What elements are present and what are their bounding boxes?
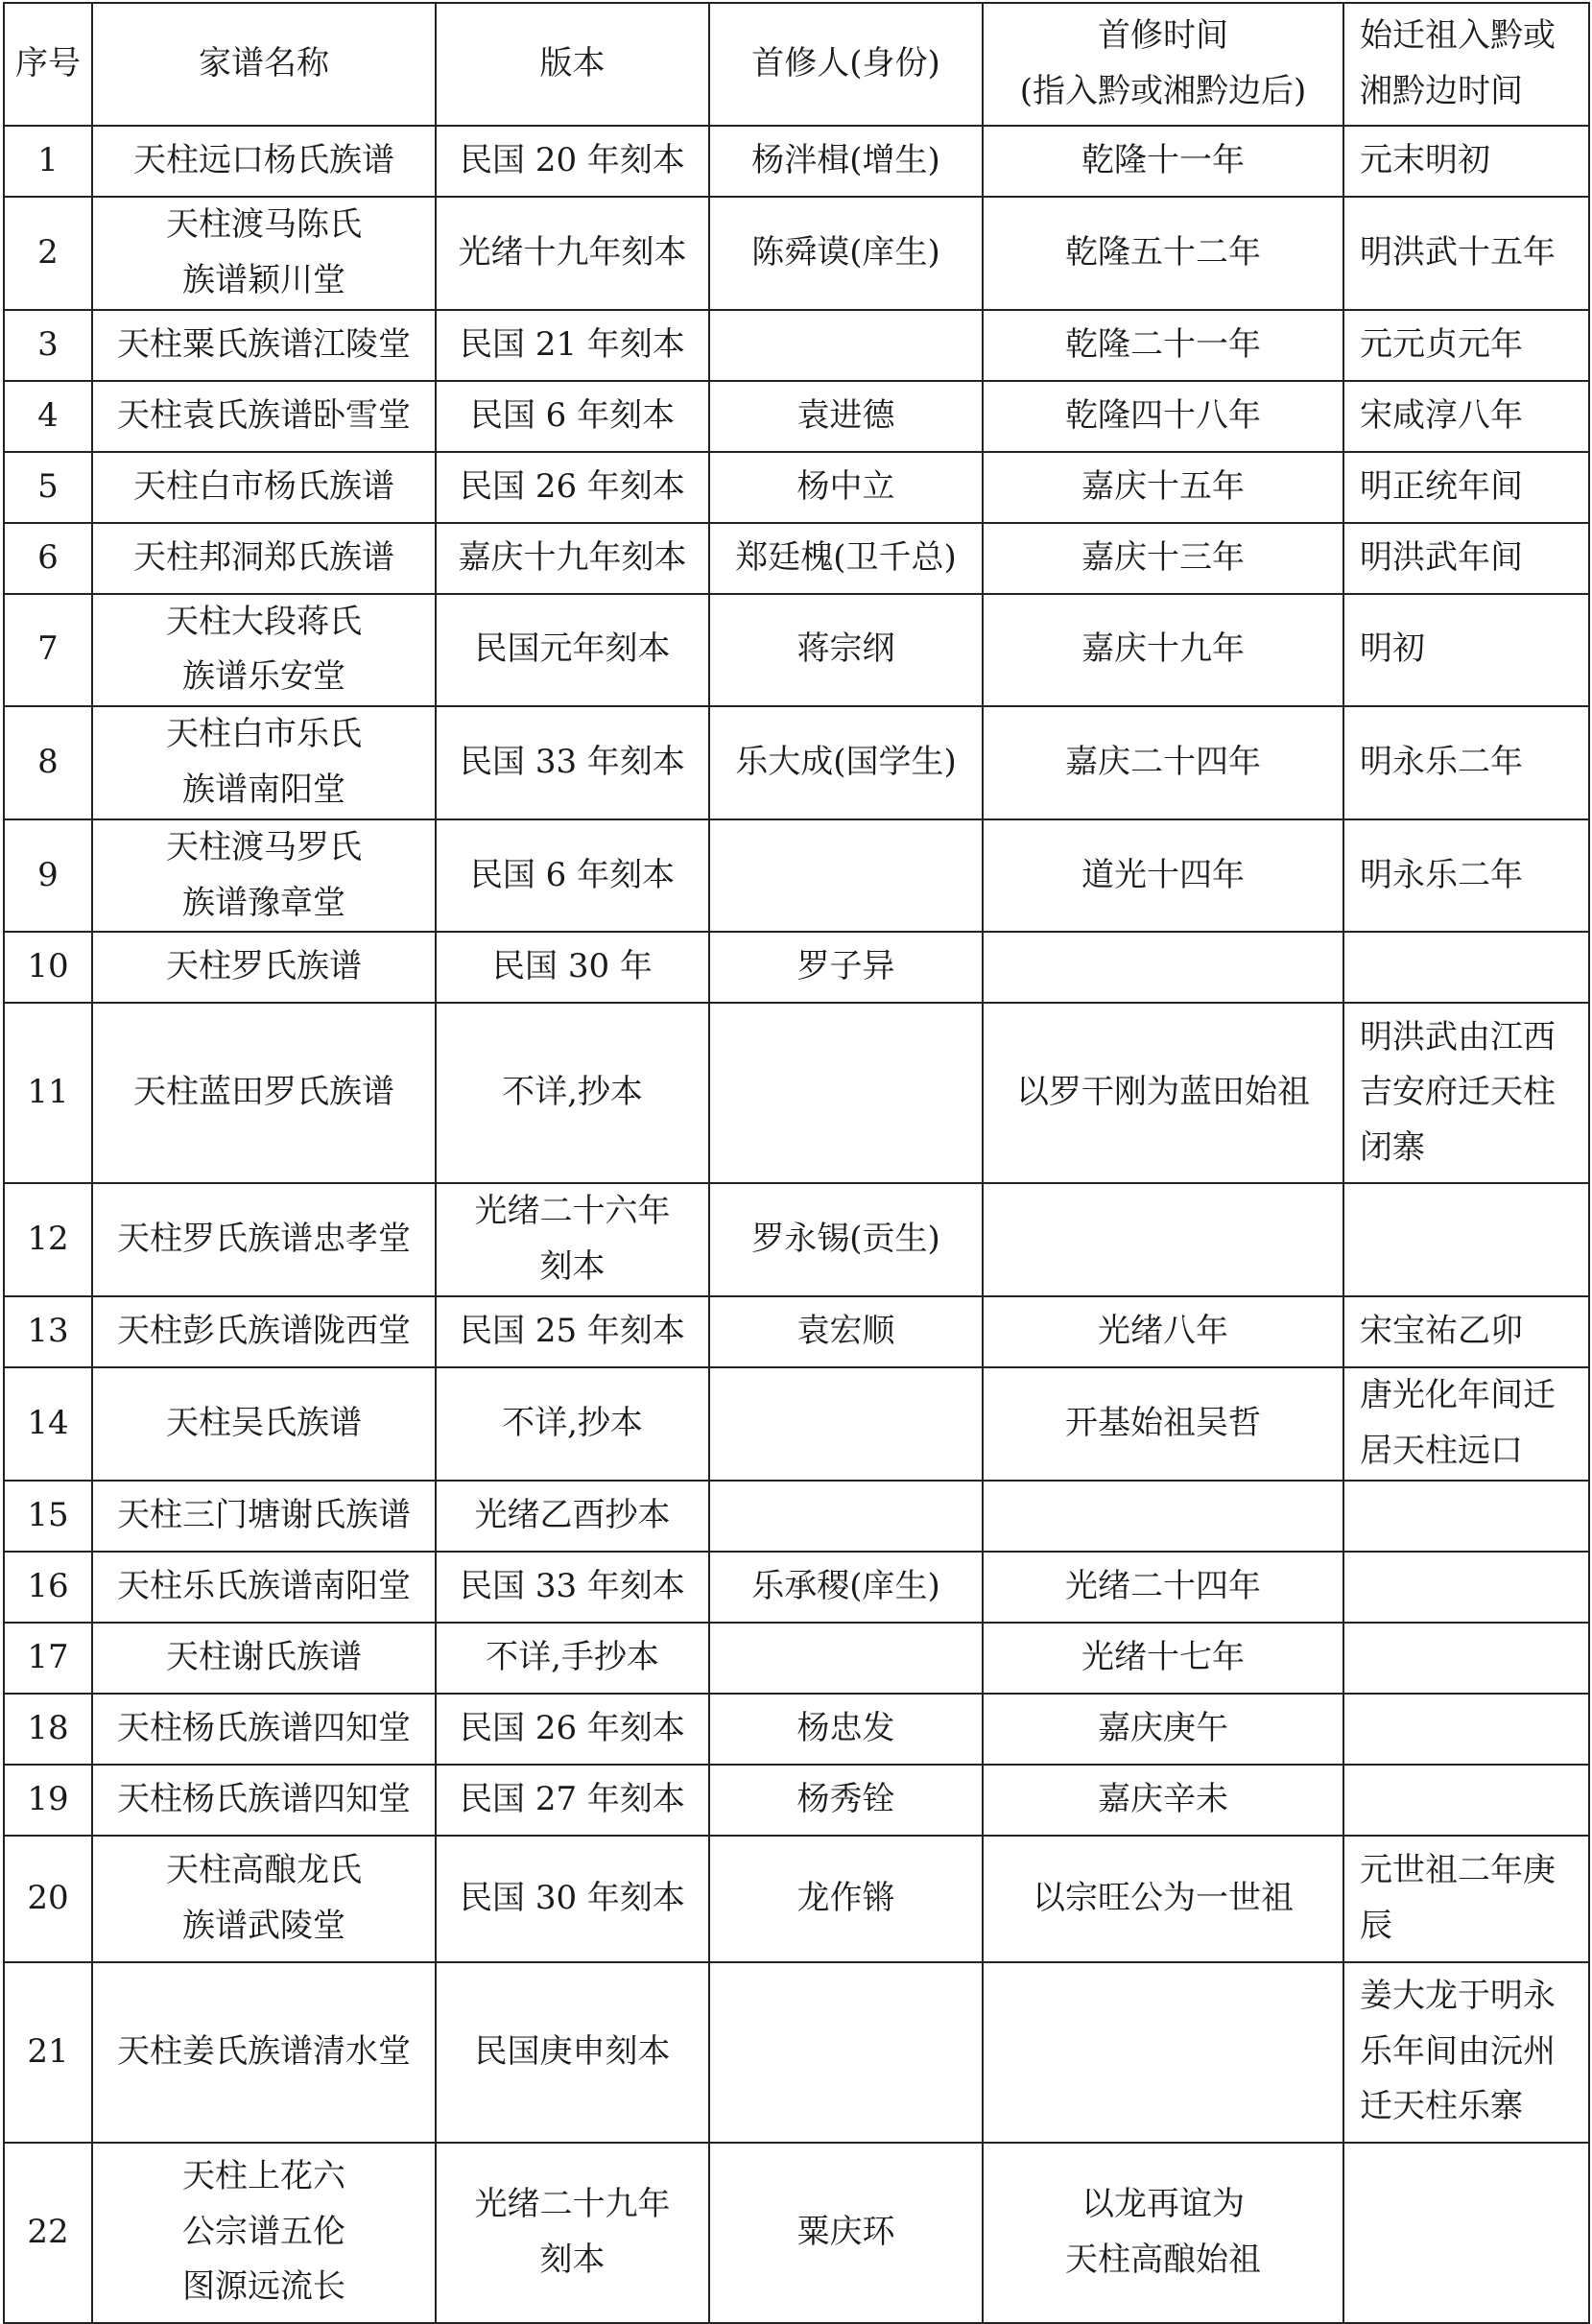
cell-no: 22 bbox=[4, 2143, 92, 2323]
cell-first-revision: 道光十四年 bbox=[983, 819, 1343, 933]
cell-ancestor-arrival bbox=[1343, 1552, 1589, 1623]
cell-ancestor-arrival bbox=[1343, 1694, 1589, 1765]
table-row bbox=[4, 1623, 1589, 1694]
cell-no: 17 bbox=[4, 1623, 92, 1694]
cell-no: 11 bbox=[4, 1003, 92, 1183]
cell-compiler: 陈舜谟(庠生) bbox=[709, 197, 983, 310]
cell-compiler: 龙作锵 bbox=[709, 1836, 983, 1962]
header-name: 家谱名称 bbox=[92, 3, 436, 126]
cell-compiler bbox=[709, 1962, 983, 2143]
header-compiler: 首修人(身份) bbox=[709, 3, 983, 126]
cell-name: 天柱彭氏族谱陇西堂 bbox=[92, 1296, 436, 1367]
cell-no: 10 bbox=[4, 932, 92, 1003]
cell-edition: 光绪十九年刻本 bbox=[436, 197, 709, 310]
cell-ancestor-arrival bbox=[1343, 1183, 1589, 1296]
cell-compiler bbox=[709, 1481, 983, 1552]
cell-edition: 民国庚申刻本 bbox=[436, 1962, 709, 2143]
cell-ancestor-arrival: 元末明初 bbox=[1343, 126, 1589, 197]
table-row bbox=[4, 2143, 1589, 2323]
cell-first-revision: 以罗干刚为蓝田始祖 bbox=[983, 1003, 1343, 1183]
cell-first-revision bbox=[983, 1481, 1343, 1552]
cell-no: 4 bbox=[4, 381, 92, 452]
cell-first-revision: 开基始祖吴哲 bbox=[983, 1367, 1343, 1481]
cell-no: 13 bbox=[4, 1296, 92, 1367]
cell-ancestor-arrival: 宋咸淳八年 bbox=[1343, 381, 1589, 452]
cell-compiler bbox=[709, 310, 983, 381]
cell-no: 19 bbox=[4, 1765, 92, 1836]
cell-first-revision: 嘉庆二十四年 bbox=[983, 706, 1343, 819]
table-row bbox=[4, 310, 1589, 381]
cell-first-revision: 以宗旺公为一世祖 bbox=[983, 1836, 1343, 1962]
cell-no: 16 bbox=[4, 1552, 92, 1623]
table-row bbox=[4, 1962, 1589, 2143]
cell-compiler: 乐大成(国学生) bbox=[709, 706, 983, 819]
table-body bbox=[4, 126, 1589, 2323]
cell-first-revision: 嘉庆辛未 bbox=[983, 1765, 1343, 1836]
cell-ancestor-arrival bbox=[1343, 1623, 1589, 1694]
cell-edition: 民国 21 年刻本 bbox=[436, 310, 709, 381]
cell-no: 8 bbox=[4, 706, 92, 819]
cell-ancestor-arrival: 明初 bbox=[1343, 594, 1589, 707]
cell-first-revision: 以龙再谊为 天柱高酿始祖 bbox=[983, 2143, 1343, 2323]
cell-ancestor-arrival: 宋宝祐乙卯 bbox=[1343, 1296, 1589, 1367]
cell-name: 天柱罗氏族谱 bbox=[92, 932, 436, 1003]
cell-name: 天柱白市乐氏 族谱南阳堂 bbox=[92, 706, 436, 819]
cell-name: 天柱渡马陈氏 族谱颖川堂 bbox=[92, 197, 436, 310]
cell-name: 天柱吴氏族谱 bbox=[92, 1367, 436, 1481]
cell-edition: 民国 6 年刻本 bbox=[436, 819, 709, 933]
table-row bbox=[4, 1003, 1589, 1183]
cell-compiler: 杨秀铨 bbox=[709, 1765, 983, 1836]
header-ancestor-arrival: 始迁祖入黔或 湘黔边时间 bbox=[1343, 3, 1589, 126]
header-edition: 版本 bbox=[436, 3, 709, 126]
cell-ancestor-arrival: 明洪武十五年 bbox=[1343, 197, 1589, 310]
cell-name: 天柱渡马罗氏 族谱豫章堂 bbox=[92, 819, 436, 933]
cell-name: 天柱杨氏族谱四知堂 bbox=[92, 1765, 436, 1836]
cell-edition: 民国 25 年刻本 bbox=[436, 1296, 709, 1367]
cell-compiler: 罗永锡(贡生) bbox=[709, 1183, 983, 1296]
cell-name: 天柱谢氏族谱 bbox=[92, 1623, 436, 1694]
cell-first-revision: 嘉庆十九年 bbox=[983, 594, 1343, 707]
table-row bbox=[4, 523, 1589, 594]
cell-name: 天柱大段蒋氏 族谱乐安堂 bbox=[92, 594, 436, 707]
cell-edition: 民国元年刻本 bbox=[436, 594, 709, 707]
cell-edition: 不详,抄本 bbox=[436, 1003, 709, 1183]
cell-name: 天柱乐氏族谱南阳堂 bbox=[92, 1552, 436, 1623]
cell-no: 1 bbox=[4, 126, 92, 197]
cell-name: 天柱蓝田罗氏族谱 bbox=[92, 1003, 436, 1183]
cell-no: 21 bbox=[4, 1962, 92, 2143]
cell-first-revision: 乾隆十一年 bbox=[983, 126, 1343, 197]
cell-no: 12 bbox=[4, 1183, 92, 1296]
table-row bbox=[4, 932, 1589, 1003]
table-row bbox=[4, 1183, 1589, 1296]
cell-first-revision: 乾隆二十一年 bbox=[983, 310, 1343, 381]
cell-name: 天柱邦洞郑氏族谱 bbox=[92, 523, 436, 594]
header-row bbox=[4, 3, 1589, 126]
cell-name: 天柱白市杨氏族谱 bbox=[92, 452, 436, 523]
cell-first-revision: 乾隆四十八年 bbox=[983, 381, 1343, 452]
cell-ancestor-arrival: 明永乐二年 bbox=[1343, 819, 1589, 933]
table-row bbox=[4, 1836, 1589, 1962]
cell-edition: 民国 26 年刻本 bbox=[436, 452, 709, 523]
cell-edition: 不详,抄本 bbox=[436, 1367, 709, 1481]
cell-compiler: 杨忠发 bbox=[709, 1694, 983, 1765]
cell-ancestor-arrival: 元世祖二年庚 辰 bbox=[1343, 1836, 1589, 1962]
cell-name: 天柱姜氏族谱清水堂 bbox=[92, 1962, 436, 2143]
cell-compiler: 袁进德 bbox=[709, 381, 983, 452]
cell-ancestor-arrival: 明洪武年间 bbox=[1343, 523, 1589, 594]
genealogy-table bbox=[3, 2, 1590, 2324]
cell-ancestor-arrival bbox=[1343, 1481, 1589, 1552]
cell-edition: 嘉庆十九年刻本 bbox=[436, 523, 709, 594]
table-row bbox=[4, 706, 1589, 819]
header-no: 序号 bbox=[4, 3, 92, 126]
cell-name: 天柱袁氏族谱卧雪堂 bbox=[92, 381, 436, 452]
cell-ancestor-arrival bbox=[1343, 1765, 1589, 1836]
table-row bbox=[4, 1481, 1589, 1552]
header-first-revision: 首修时间 (指入黔或湘黔边后) bbox=[983, 3, 1343, 126]
cell-ancestor-arrival bbox=[1343, 2143, 1589, 2323]
cell-no: 7 bbox=[4, 594, 92, 707]
cell-edition: 民国 33 年刻本 bbox=[436, 1552, 709, 1623]
cell-edition: 民国 33 年刻本 bbox=[436, 706, 709, 819]
table-row bbox=[4, 381, 1589, 452]
cell-compiler bbox=[709, 1003, 983, 1183]
cell-compiler: 蒋宗纲 bbox=[709, 594, 983, 707]
cell-no: 6 bbox=[4, 523, 92, 594]
cell-ancestor-arrival: 元元贞元年 bbox=[1343, 310, 1589, 381]
cell-no: 20 bbox=[4, 1836, 92, 1962]
cell-ancestor-arrival bbox=[1343, 932, 1589, 1003]
cell-first-revision bbox=[983, 1962, 1343, 2143]
cell-compiler bbox=[709, 819, 983, 933]
cell-compiler bbox=[709, 1623, 983, 1694]
cell-edition: 民国 6 年刻本 bbox=[436, 381, 709, 452]
table-row bbox=[4, 1552, 1589, 1623]
cell-compiler: 郑廷槐(卫千总) bbox=[709, 523, 983, 594]
cell-no: 15 bbox=[4, 1481, 92, 1552]
table-row bbox=[4, 126, 1589, 197]
table-row bbox=[4, 1765, 1589, 1836]
cell-ancestor-arrival: 明永乐二年 bbox=[1343, 706, 1589, 819]
cell-first-revision: 光绪八年 bbox=[983, 1296, 1343, 1367]
cell-first-revision bbox=[983, 1183, 1343, 1296]
cell-compiler: 罗子异 bbox=[709, 932, 983, 1003]
table-row bbox=[4, 819, 1589, 933]
cell-name: 天柱上花六 公宗谱五伦 图源远流长 bbox=[92, 2143, 436, 2323]
cell-no: 5 bbox=[4, 452, 92, 523]
cell-edition: 民国 27 年刻本 bbox=[436, 1765, 709, 1836]
cell-ancestor-arrival: 明正统年间 bbox=[1343, 452, 1589, 523]
cell-edition: 民国 26 年刻本 bbox=[436, 1694, 709, 1765]
cell-edition: 民国 30 年刻本 bbox=[436, 1836, 709, 1962]
cell-first-revision bbox=[983, 932, 1343, 1003]
cell-no: 2 bbox=[4, 197, 92, 310]
cell-compiler: 袁宏顺 bbox=[709, 1296, 983, 1367]
cell-compiler bbox=[709, 1367, 983, 1481]
table-row bbox=[4, 594, 1589, 707]
cell-edition: 民国 30 年 bbox=[436, 932, 709, 1003]
cell-first-revision: 光绪十七年 bbox=[983, 1623, 1343, 1694]
cell-first-revision: 嘉庆庚午 bbox=[983, 1694, 1343, 1765]
cell-no: 3 bbox=[4, 310, 92, 381]
cell-name: 天柱罗氏族谱忠孝堂 bbox=[92, 1183, 436, 1296]
cell-compiler: 杨泮楫(增生) bbox=[709, 126, 983, 197]
table-row bbox=[4, 1367, 1589, 1481]
cell-name: 天柱远口杨氏族谱 bbox=[92, 126, 436, 197]
cell-ancestor-arrival: 唐光化年间迁 居天柱远口 bbox=[1343, 1367, 1589, 1481]
cell-edition: 光绪二十六年 刻本 bbox=[436, 1183, 709, 1296]
cell-first-revision: 乾隆五十二年 bbox=[983, 197, 1343, 310]
cell-edition: 光绪乙酉抄本 bbox=[436, 1481, 709, 1552]
cell-edition: 不详,手抄本 bbox=[436, 1623, 709, 1694]
cell-first-revision: 嘉庆十五年 bbox=[983, 452, 1343, 523]
cell-no: 18 bbox=[4, 1694, 92, 1765]
cell-compiler: 粟庆环 bbox=[709, 2143, 983, 2323]
table-row bbox=[4, 1296, 1589, 1367]
cell-ancestor-arrival: 姜大龙于明永 乐年间由沅州 迁天柱乐寨 bbox=[1343, 1962, 1589, 2143]
cell-compiler: 杨中立 bbox=[709, 452, 983, 523]
cell-edition: 民国 20 年刻本 bbox=[436, 126, 709, 197]
cell-ancestor-arrival: 明洪武由江西 吉安府迁天柱 闭寨 bbox=[1343, 1003, 1589, 1183]
cell-name: 天柱粟氏族谱江陵堂 bbox=[92, 310, 436, 381]
cell-compiler: 乐承稷(庠生) bbox=[709, 1552, 983, 1623]
cell-first-revision: 光绪二十四年 bbox=[983, 1552, 1343, 1623]
table-row bbox=[4, 452, 1589, 523]
cell-first-revision: 嘉庆十三年 bbox=[983, 523, 1343, 594]
cell-no: 9 bbox=[4, 819, 92, 933]
cell-edition: 光绪二十九年 刻本 bbox=[436, 2143, 709, 2323]
cell-name: 天柱三门塘谢氏族谱 bbox=[92, 1481, 436, 1552]
table-row bbox=[4, 197, 1589, 310]
cell-name: 天柱杨氏族谱四知堂 bbox=[92, 1694, 436, 1765]
cell-name: 天柱高酿龙氏 族谱武陵堂 bbox=[92, 1836, 436, 1962]
table-row bbox=[4, 1694, 1589, 1765]
cell-no: 14 bbox=[4, 1367, 92, 1481]
